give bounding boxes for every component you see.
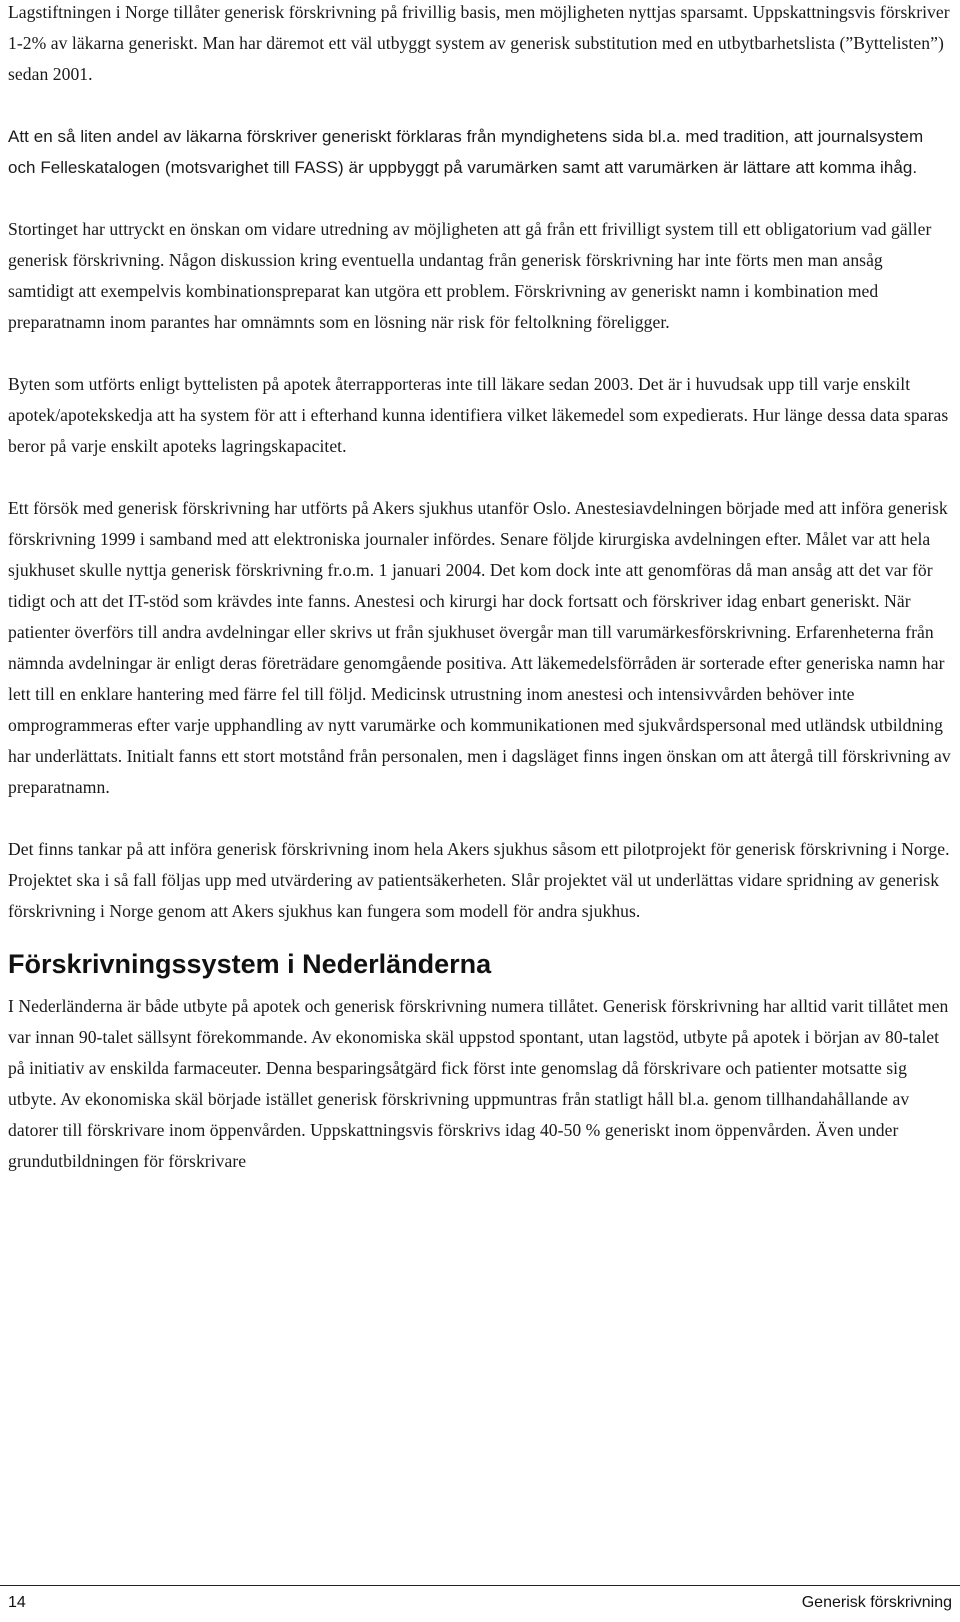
running-title: Generisk förskrivning — [801, 1594, 952, 1611]
paragraph-norway-legislation: Lagstiftningen i Norge tillåter generisk förskrivning på frivillig basis, men möjligheten nyttjas sparsamt. Uppskattningsvis förskriver 1-2% av läkarna generiskt. Man har däremot ett väl utbyggt system av generisk substitution med en utbytbarhetslista (”Byttelisten”) sedan 2001. — [8, 2, 950, 84]
paragraph-byttelisten-reporting: Byten som utförts enligt byttelisten på apotek återrapporteras inte till läkare sedan 2003. Det är i huvudsak upp till varje enskilt apotek/apotekskedja att ha system för att i efterhand kunna identifiera vilket läkemedel som expedierats. Hur länge dessa data sparas beror på varje enskilt apoteks lagringskapacitet. — [8, 374, 949, 456]
page-number: 14 — [8, 1594, 26, 1611]
document-page — [8, 0, 952, 1177]
paragraph-netherlands: I Nederländerna är både utbyte på apotek och generisk förskrivning numera tillåtet. Generisk förskrivning har alltid varit tillåtet men var innan 90-talet sällsynt förekommande. Av ekonomiska skäl uppstod spontant, utan lagstöd, utbyte på apotek i början av 80-talet på initiativ av enskilda farmaceuter. Denna besparingsåtgärd fick först inte genomslag då förskrivare och patienter motsatte sig utbyte. Av ekonomiska skäl började istället generisk förskrivning uppmuntras från statligt håll bl.a. genom tillhandahållande av datorer till förskrivare inom öppenvården. Uppskattningsvis förskrivs idag 40-50 % generiskt inom öppenvården. Även under grundutbildningen för förskrivare — [8, 996, 949, 1171]
section-heading: Förskrivningssystem i Nederländerna — [8, 949, 492, 979]
paragraph-akers-trial: Ett försök med generisk förskrivning har utförts på Akers sjukhus utanför Oslo. Anestesiavdelningen började med att införa generisk förskrivning 1999 i samband med att elektroniska journaler infördes. Senare följde kirurgiska avdelningen efter. Målet var att hela sjukhuset skulle nyttja generisk förskrivning fr.o.m. 1 januari 2004. Det kom dock inte att genomföras då man ansåg att det var för tidigt och att det IT-stöd som krävdes inte fanns. Anestesi och kirurgi har dock fortsatt och förskriver idag enbart generiskt. När patienter överförs till andra avdelningar eller skrivs ut från sjukhuset övergår man till varumärkesförskrivning. Erfarenheterna från nämnda avdelningar är enligt deras företrädare genomgående positiva. Att läkemedelsförråden är sorterade efter generiska namn har lett till en enklare hantering med färre fel till följd. Medicinsk utrustning inom anestesi och intensivvården behöver inte omprogrammeras efter varje upphandling av nytt varumärke och kommunikationen med sjukvårdspersonal med utländsk utbildning har underlättats. Initialt fanns ett stort motstånd från personalen, men i dagsläget finns ingen önskan om att återgå till förskrivning av preparatnamn. — [8, 498, 951, 797]
paragraph-low-share-explanation: Att en så liten andel av läkarna förskriver generiskt förklaras från myndighetens sida bl.a. med tradition, att journalsystem och Felleskatalogen (motsvarighet till FASS) är uppbyggt på varumärken samt att varumärken är lättare att komma ihåg. — [8, 127, 924, 177]
paragraph-stortinget: Stortinget har uttryckt en önskan om vidare utredning av möjligheten att gå från ett frivilligt system till ett obligatorium vad gäller generisk förskrivning. Någon diskussion kring eventuella undantag från generisk förskrivning har inte förts men man ansåg samtidigt att exempelvis kombinationspreparat kan utgöra ett problem. Förskrivning av generiskt namn i kombination med preparatnamn inom parantes har omnämnts som en lösning när risk för feltolkning föreligger. — [8, 219, 932, 332]
paragraph-pilot-project: Det finns tankar på att införa generisk förskrivning inom hela Akers sjukhus såsom ett pilotprojekt för generisk förskrivning i Norge. Projektet ska i så fall följas upp med utvärdering av patientsäkerheten. Slår projektet väl ut underlättas vidare spridning av generisk förskrivning i Norge genom att Akers sjukhus kan fungera som modell för andra sjukhus. — [8, 839, 950, 921]
page-footer — [0, 1585, 960, 1612]
